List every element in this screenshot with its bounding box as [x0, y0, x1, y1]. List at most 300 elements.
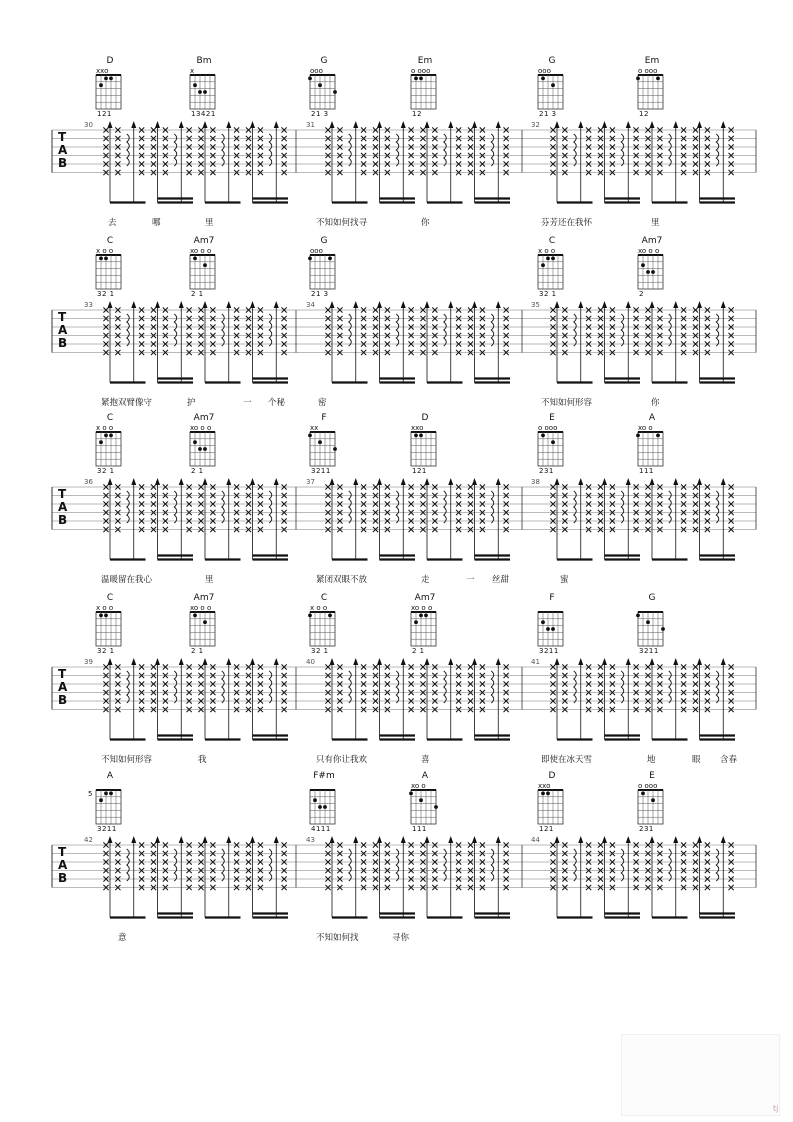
strum-arrow	[250, 478, 255, 485]
chord-name: Am7	[193, 593, 215, 603]
strum-arrow	[697, 301, 702, 308]
chord-diagram	[310, 771, 335, 833]
lyric-text: 芬芳还在我怀	[541, 218, 593, 228]
strum-arpeggio	[269, 121, 279, 203]
chord-grid	[96, 790, 121, 824]
strum-column	[373, 658, 382, 740]
strum-arpeggio	[491, 301, 501, 383]
chord-fingering: 3211	[311, 467, 331, 475]
strum-arrow	[496, 121, 501, 128]
finger-dot	[541, 792, 545, 796]
strum-arrow	[496, 478, 501, 485]
finger-dot	[419, 434, 423, 438]
strum-arpeggio	[574, 658, 584, 740]
strum-column	[163, 307, 168, 355]
strum-arrow	[602, 301, 607, 308]
chord-fingering: 21 3	[539, 110, 557, 118]
strum-arrow	[203, 658, 208, 665]
strum-arrow	[330, 478, 335, 485]
strum-column	[504, 842, 509, 890]
strum-column	[562, 664, 567, 712]
strum-column	[432, 127, 437, 175]
strum-column	[586, 127, 591, 175]
strum-arrow	[155, 658, 160, 665]
finger-dot	[414, 77, 418, 81]
chord-diagram	[308, 593, 335, 655]
strum-arrow	[131, 836, 136, 843]
strum-column	[163, 664, 168, 712]
strum-column	[610, 127, 615, 175]
chord-name: C	[106, 413, 114, 423]
measure-number: 34	[306, 301, 315, 309]
strum-column	[282, 842, 287, 890]
strum-column	[610, 842, 615, 890]
strum-column	[337, 307, 342, 355]
strum-column	[103, 301, 112, 383]
chord-fingering: 21 3	[311, 110, 329, 118]
chord-fingering: 2 1	[191, 290, 204, 298]
finger-dot	[656, 434, 660, 438]
chord-grid	[638, 255, 663, 289]
chord-diagram	[409, 771, 438, 833]
finger-dot	[99, 440, 103, 444]
strum-column	[504, 127, 509, 175]
strum-arrow	[377, 301, 382, 308]
strum-column	[246, 301, 255, 383]
strum-column	[480, 664, 485, 712]
strum-column	[198, 301, 207, 383]
strum-column	[234, 484, 239, 532]
strum-column	[385, 484, 390, 532]
finger-dot	[636, 77, 640, 81]
chord-fingering: 2	[639, 290, 644, 298]
strum-arpeggio	[621, 121, 631, 203]
chord-diagram	[636, 593, 665, 655]
chord-diagram	[88, 771, 121, 833]
lyric-text: 一	[466, 575, 475, 585]
strum-column	[210, 484, 215, 532]
strum-column	[729, 127, 734, 175]
finger-dot	[313, 798, 317, 802]
strum-column	[432, 484, 437, 532]
finger-dot	[109, 77, 113, 81]
chord-grid	[190, 612, 215, 646]
strum-arpeggio	[669, 478, 679, 560]
strum-arrow	[673, 121, 678, 128]
strum-arrow	[203, 121, 208, 128]
chord-grid	[190, 432, 215, 466]
strum-arpeggio	[127, 658, 137, 740]
strum-column	[258, 842, 263, 890]
strum-column	[432, 307, 437, 355]
strum-arrow	[108, 121, 113, 128]
lyric-text: 个秘	[268, 398, 286, 408]
lyric-text: 意	[118, 933, 127, 943]
strum-arrow	[602, 478, 607, 485]
chord-grid	[310, 432, 335, 466]
finger-dot	[551, 83, 555, 87]
chord-name: Am7	[193, 413, 215, 423]
strum-column	[258, 664, 263, 712]
finger-dot	[546, 257, 550, 261]
finger-dot	[198, 447, 202, 451]
chord-name: C	[548, 236, 556, 246]
chord-fingering: 3211	[97, 825, 117, 833]
strum-arrow	[401, 658, 406, 665]
finger-dot	[318, 83, 322, 87]
open-string-marks: xxo	[538, 782, 551, 790]
strum-arrow	[448, 478, 453, 485]
open-string-marks: xo o o	[190, 604, 212, 612]
measure-number: 32	[531, 121, 540, 129]
strum-arrow	[377, 658, 382, 665]
strum-arpeggio	[349, 121, 359, 203]
strum-column	[325, 658, 334, 740]
lyric-text: 走	[421, 575, 430, 585]
chord-name: C	[106, 593, 114, 603]
strum-arpeggio	[174, 658, 184, 740]
strum-column	[103, 121, 112, 203]
open-string-marks: xo o o	[411, 604, 433, 612]
finger-dot	[636, 614, 640, 618]
open-string-marks: x o o	[96, 424, 114, 432]
chord-grid	[96, 612, 121, 646]
strum-column	[210, 307, 215, 355]
chord-fingering: 13421	[191, 110, 216, 118]
strum-arrow	[555, 121, 560, 128]
strum-arrow	[697, 658, 702, 665]
chord-diagram	[308, 236, 335, 298]
finger-dot	[308, 77, 312, 81]
strum-column	[634, 664, 639, 712]
strum-column	[198, 121, 207, 203]
chord-grid	[411, 790, 436, 824]
strum-arrow	[496, 658, 501, 665]
strum-column	[504, 484, 509, 532]
strum-arrow	[721, 301, 726, 308]
chord-diagram	[96, 236, 121, 298]
strum-column	[409, 842, 414, 890]
strum-column	[420, 478, 429, 560]
chord-diagram	[96, 593, 121, 655]
finger-dot	[99, 798, 103, 802]
strum-arpeggio	[396, 121, 406, 203]
strum-column	[705, 484, 710, 532]
chord-diagram	[538, 593, 563, 655]
chord-diagram	[411, 593, 436, 655]
strum-arpeggio	[269, 478, 279, 560]
chord-name: Em	[644, 56, 660, 66]
strum-arrow	[650, 478, 655, 485]
finger-dot	[546, 627, 550, 631]
chord-name: Am7	[414, 593, 436, 603]
measure-number: 36	[84, 478, 93, 486]
strum-arrow	[673, 836, 678, 843]
strum-column	[550, 301, 559, 383]
strum-column	[729, 307, 734, 355]
strum-arrow	[578, 658, 583, 665]
fret-position: 5	[88, 790, 93, 798]
finger-dot	[419, 614, 423, 618]
strum-arpeggio	[716, 658, 726, 740]
strum-arrow	[472, 658, 477, 665]
strum-column	[550, 121, 559, 203]
finger-dot	[546, 792, 550, 796]
lyric-text: 不知如何形容	[541, 398, 593, 408]
chord-diagram	[190, 236, 215, 298]
strum-arrow	[425, 478, 430, 485]
strum-arpeggio	[349, 658, 359, 740]
chord-grid	[310, 255, 335, 289]
finger-dot	[109, 792, 113, 796]
lyric-text: 蜜	[560, 575, 569, 585]
strum-arrow	[330, 121, 335, 128]
strum-column	[634, 842, 639, 890]
strum-arpeggio	[716, 478, 726, 560]
chord-grid	[310, 75, 335, 109]
strum-column	[361, 484, 366, 532]
strum-arrow	[179, 478, 184, 485]
lyric-text: 不知如何找	[316, 933, 359, 943]
strum-column	[586, 484, 591, 532]
strum-column	[705, 127, 710, 175]
tab-clef-letter: T	[58, 487, 67, 501]
strum-column	[385, 842, 390, 890]
chord-grid	[190, 255, 215, 289]
strum-arrow	[448, 121, 453, 128]
strum-column	[705, 842, 710, 890]
strum-column	[634, 484, 639, 532]
strum-arrow	[448, 301, 453, 308]
strum-column	[705, 307, 710, 355]
tab-clef-letter: A	[58, 323, 68, 337]
strum-arrow	[155, 836, 160, 843]
strum-arpeggio	[349, 301, 359, 383]
chord-name: A	[106, 771, 114, 781]
strum-arrow	[377, 121, 382, 128]
finger-dot	[636, 434, 640, 438]
strum-column	[468, 478, 477, 560]
strum-column	[187, 127, 192, 175]
lyric-text: 眼	[692, 755, 701, 765]
tab-clef-letter: B	[58, 156, 68, 170]
strum-arpeggio	[222, 836, 232, 918]
strum-column	[562, 307, 567, 355]
strum-arrow	[448, 836, 453, 843]
strum-column	[598, 478, 607, 560]
strum-arrow	[131, 121, 136, 128]
strum-column	[550, 478, 559, 560]
tab-staff	[52, 478, 756, 560]
strum-column	[468, 121, 477, 203]
strum-column	[361, 127, 366, 175]
lyric-text: 温暖留在我心	[101, 575, 153, 585]
strum-column	[586, 842, 591, 890]
tab-staff	[52, 658, 756, 740]
chord-name: Em	[417, 56, 433, 66]
strum-column	[693, 301, 702, 383]
chord-diagram	[538, 771, 563, 833]
strum-column	[246, 836, 255, 918]
chord-fingering: 32 1	[97, 647, 115, 655]
chord-fingering: 32 1	[539, 290, 557, 298]
strum-arrow	[226, 121, 231, 128]
chord-name: D	[106, 56, 114, 66]
strum-arpeggio	[444, 301, 454, 383]
strum-arpeggio	[349, 836, 359, 918]
strum-column	[139, 307, 144, 355]
strum-arrow	[602, 121, 607, 128]
strum-column	[246, 658, 255, 740]
strum-column	[468, 836, 477, 918]
strum-arpeggio	[669, 121, 679, 203]
strum-arpeggio	[574, 836, 584, 918]
strum-column	[550, 836, 559, 918]
open-string-marks: xx	[310, 424, 319, 432]
chord-fingering: 12	[412, 110, 422, 118]
finger-dot	[541, 263, 545, 267]
chord-name: D	[548, 771, 556, 781]
strum-arpeggio	[127, 301, 137, 383]
strum-column	[693, 478, 702, 560]
strum-arpeggio	[491, 658, 501, 740]
measure-number: 33	[84, 301, 93, 309]
strum-column	[480, 127, 485, 175]
strum-arrow	[155, 301, 160, 308]
strum-arrow	[578, 478, 583, 485]
finger-dot	[308, 614, 312, 618]
strum-column	[409, 484, 414, 532]
finger-dot	[99, 257, 103, 261]
strum-arpeggio	[349, 478, 359, 560]
strum-column	[634, 307, 639, 355]
strum-arpeggio	[621, 478, 631, 560]
strum-arpeggio	[444, 658, 454, 740]
chord-diagram	[190, 413, 215, 475]
strum-arpeggio	[716, 121, 726, 203]
strum-arrow	[274, 658, 279, 665]
measure-number: 43	[306, 836, 315, 844]
open-string-marks: o ooo	[411, 67, 431, 75]
tab-staff	[52, 836, 756, 918]
strum-arrow	[721, 121, 726, 128]
strum-column	[337, 127, 342, 175]
strum-column	[361, 664, 366, 712]
strum-arrow	[472, 478, 477, 485]
strum-arrow	[108, 478, 113, 485]
strum-arrow	[250, 658, 255, 665]
chord-fingering: 121	[412, 467, 427, 475]
strum-column	[385, 307, 390, 355]
strum-column	[373, 301, 382, 383]
strum-arrow	[330, 301, 335, 308]
strum-arrow	[131, 658, 136, 665]
strum-arpeggio	[396, 478, 406, 560]
strum-arrow	[179, 658, 184, 665]
strum-column	[681, 307, 686, 355]
open-string-marks: xo o o	[190, 424, 212, 432]
strum-column	[681, 484, 686, 532]
strum-arrow	[226, 478, 231, 485]
finger-dot	[109, 434, 113, 438]
strum-column	[657, 484, 662, 532]
finger-dot	[409, 792, 413, 796]
chord-grid	[638, 612, 663, 646]
strum-arrow	[650, 121, 655, 128]
finger-dot	[656, 77, 660, 81]
strum-arrow	[697, 121, 702, 128]
chord-fingering: 21 3	[311, 290, 329, 298]
strum-column	[325, 121, 334, 203]
strum-column	[187, 664, 192, 712]
measure-number: 37	[306, 478, 315, 486]
chord-diagram	[538, 413, 563, 475]
chord-fingering: 32 1	[311, 647, 329, 655]
lyric-text: 只有你让我欢	[316, 755, 368, 765]
strum-column	[681, 842, 686, 890]
strum-arrow	[578, 121, 583, 128]
strum-arrow	[330, 836, 335, 843]
strum-arrow	[353, 301, 358, 308]
finger-dot	[646, 620, 650, 624]
finger-dot	[99, 83, 103, 87]
strum-arpeggio	[716, 301, 726, 383]
strum-arrow	[673, 478, 678, 485]
strum-column	[504, 307, 509, 355]
strum-arrow	[131, 301, 136, 308]
chord-fingering: 12	[639, 110, 649, 118]
chord-grid	[96, 432, 121, 466]
strum-column	[681, 127, 686, 175]
finger-dot	[104, 77, 108, 81]
tab-row-3	[52, 413, 756, 585]
strum-column	[456, 664, 461, 712]
finger-dot	[414, 434, 418, 438]
strum-arpeggio	[574, 478, 584, 560]
strum-arrow	[496, 836, 501, 843]
strum-arrow	[377, 836, 382, 843]
finger-dot	[198, 90, 202, 94]
strum-arpeggio	[396, 658, 406, 740]
strum-arrow	[353, 658, 358, 665]
chord-grid	[538, 612, 563, 646]
lyric-text: 去	[108, 218, 117, 228]
strum-column	[258, 127, 263, 175]
strum-column	[139, 127, 144, 175]
strum-column	[468, 658, 477, 740]
measure-number: 38	[531, 478, 540, 486]
finger-dot	[308, 434, 312, 438]
tab-clef-letter: T	[58, 845, 67, 859]
strum-arrow	[203, 301, 208, 308]
strum-column	[693, 121, 702, 203]
strum-column	[681, 664, 686, 712]
strum-arrow	[448, 658, 453, 665]
strum-column	[598, 836, 607, 918]
open-string-marks: x o o	[96, 247, 114, 255]
strum-arrow	[425, 658, 430, 665]
strum-column	[420, 836, 429, 918]
strum-column	[586, 307, 591, 355]
strum-arpeggio	[396, 301, 406, 383]
strum-column	[645, 478, 654, 560]
measure-number: 44	[531, 836, 540, 844]
strum-column	[246, 478, 255, 560]
lyric-text: 你	[651, 398, 660, 408]
strum-column	[729, 484, 734, 532]
strum-arrow	[179, 836, 184, 843]
finger-dot	[434, 805, 438, 809]
